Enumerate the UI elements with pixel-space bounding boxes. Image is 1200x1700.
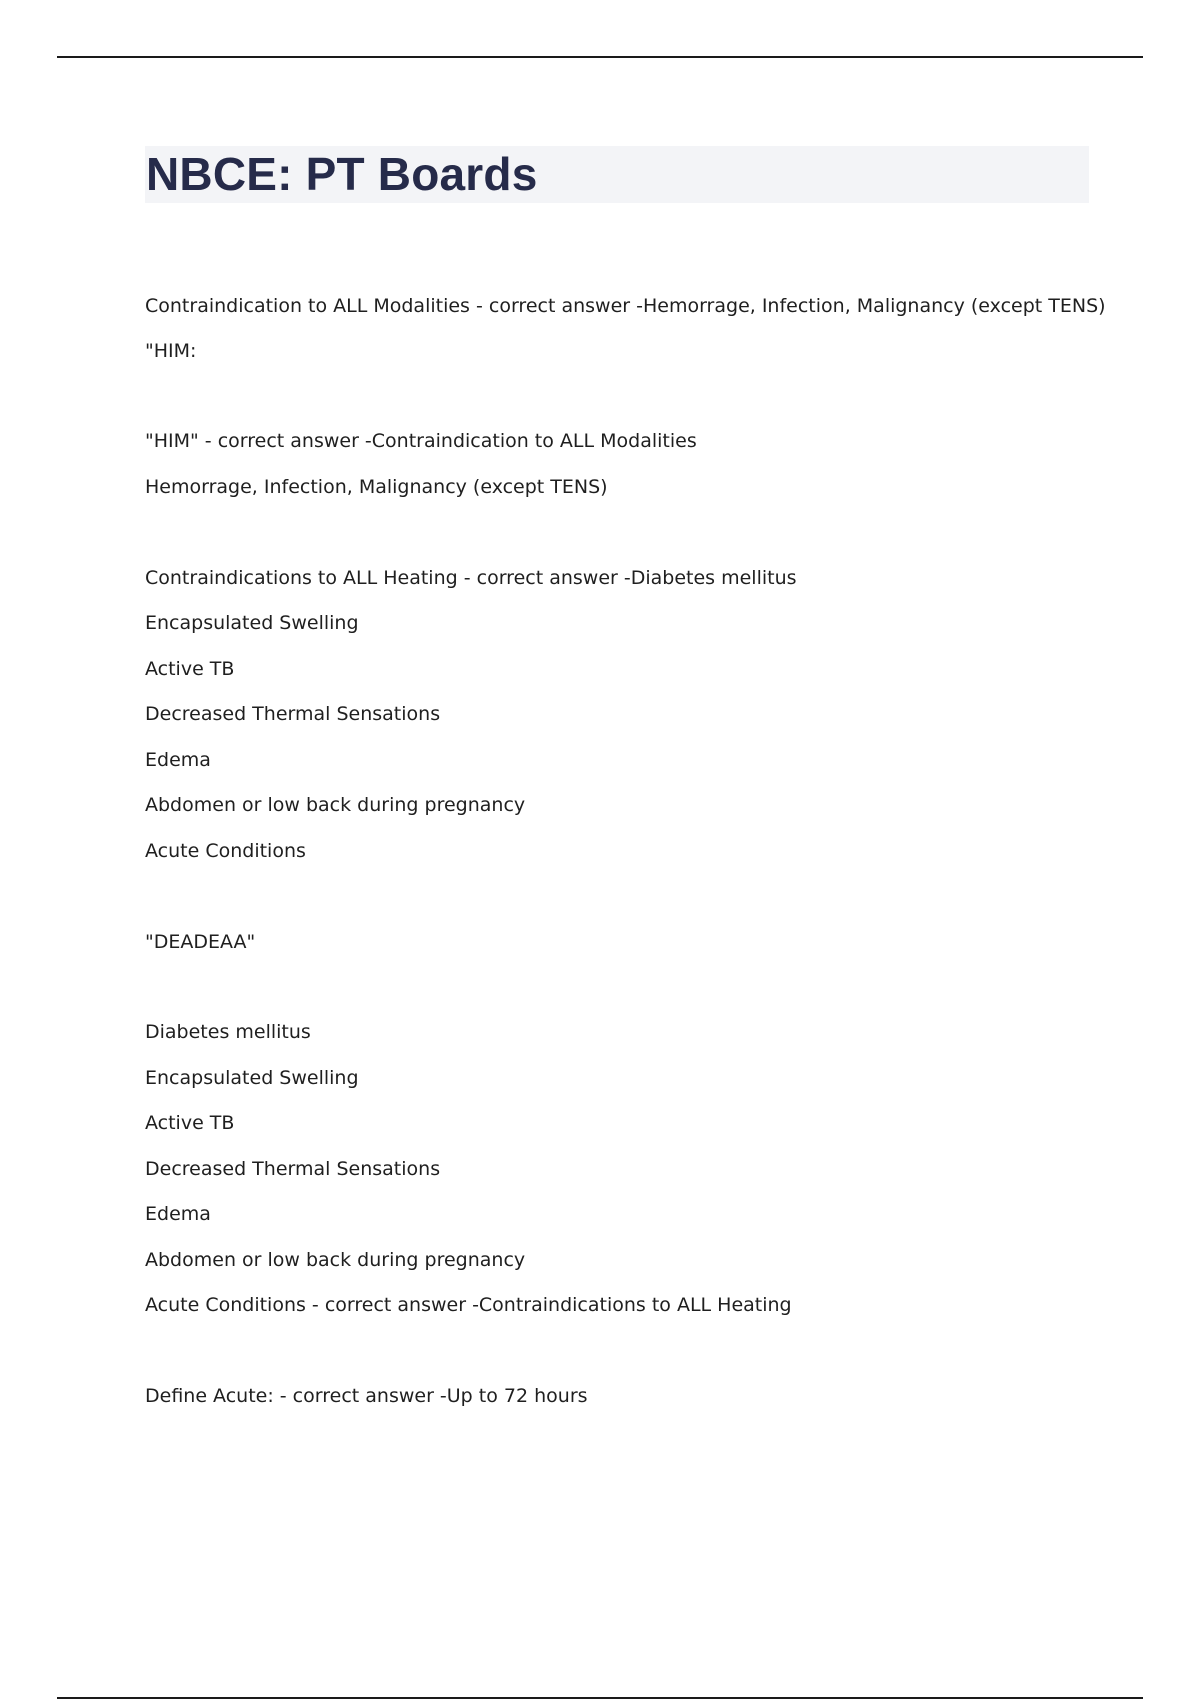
text-line: Edema	[145, 1203, 211, 1225]
header-rule	[57, 56, 1143, 58]
document-title: NBCE: PT Boards	[146, 148, 538, 200]
text-line: Abdomen or low back during pregnancy	[145, 1249, 526, 1271]
text-line: "HIM:	[145, 340, 197, 362]
text-line: Decreased Thermal Sensations	[145, 1158, 441, 1180]
footer-rule	[57, 1697, 1143, 1699]
text-line: Encapsulated Swelling	[145, 612, 359, 634]
text-line: "HIM" - correct answer -Contraindication to ALL Modalities	[145, 430, 697, 452]
text-line: Define Acute: - correct answer -Up to 72 hours	[145, 1385, 588, 1407]
text-line: "DEADEAA"	[145, 931, 256, 953]
text-line: Acute Conditions	[145, 840, 306, 862]
text-line: Decreased Thermal Sensations	[145, 703, 441, 725]
text-line: Hemorrage, Infection, Malignancy (except TENS)	[145, 476, 608, 498]
text-line: Contraindications to ALL Heating - correct answer -Diabetes mellitus	[145, 567, 797, 589]
text-line: Contraindication to ALL Modalities - correct answer -Hemorrage, Infection, Malignancy (except TENS)	[145, 295, 1106, 317]
text-line: Active TB	[145, 658, 235, 680]
text-line: Edema	[145, 749, 211, 771]
text-line: Encapsulated Swelling	[145, 1067, 359, 1089]
text-line: Active TB	[145, 1112, 235, 1134]
text-line: Acute Conditions - correct answer -Contraindications to ALL Heating	[145, 1294, 792, 1316]
text-line: Diabetes mellitus	[145, 1021, 311, 1043]
text-line: Abdomen or low back during pregnancy	[145, 794, 526, 816]
